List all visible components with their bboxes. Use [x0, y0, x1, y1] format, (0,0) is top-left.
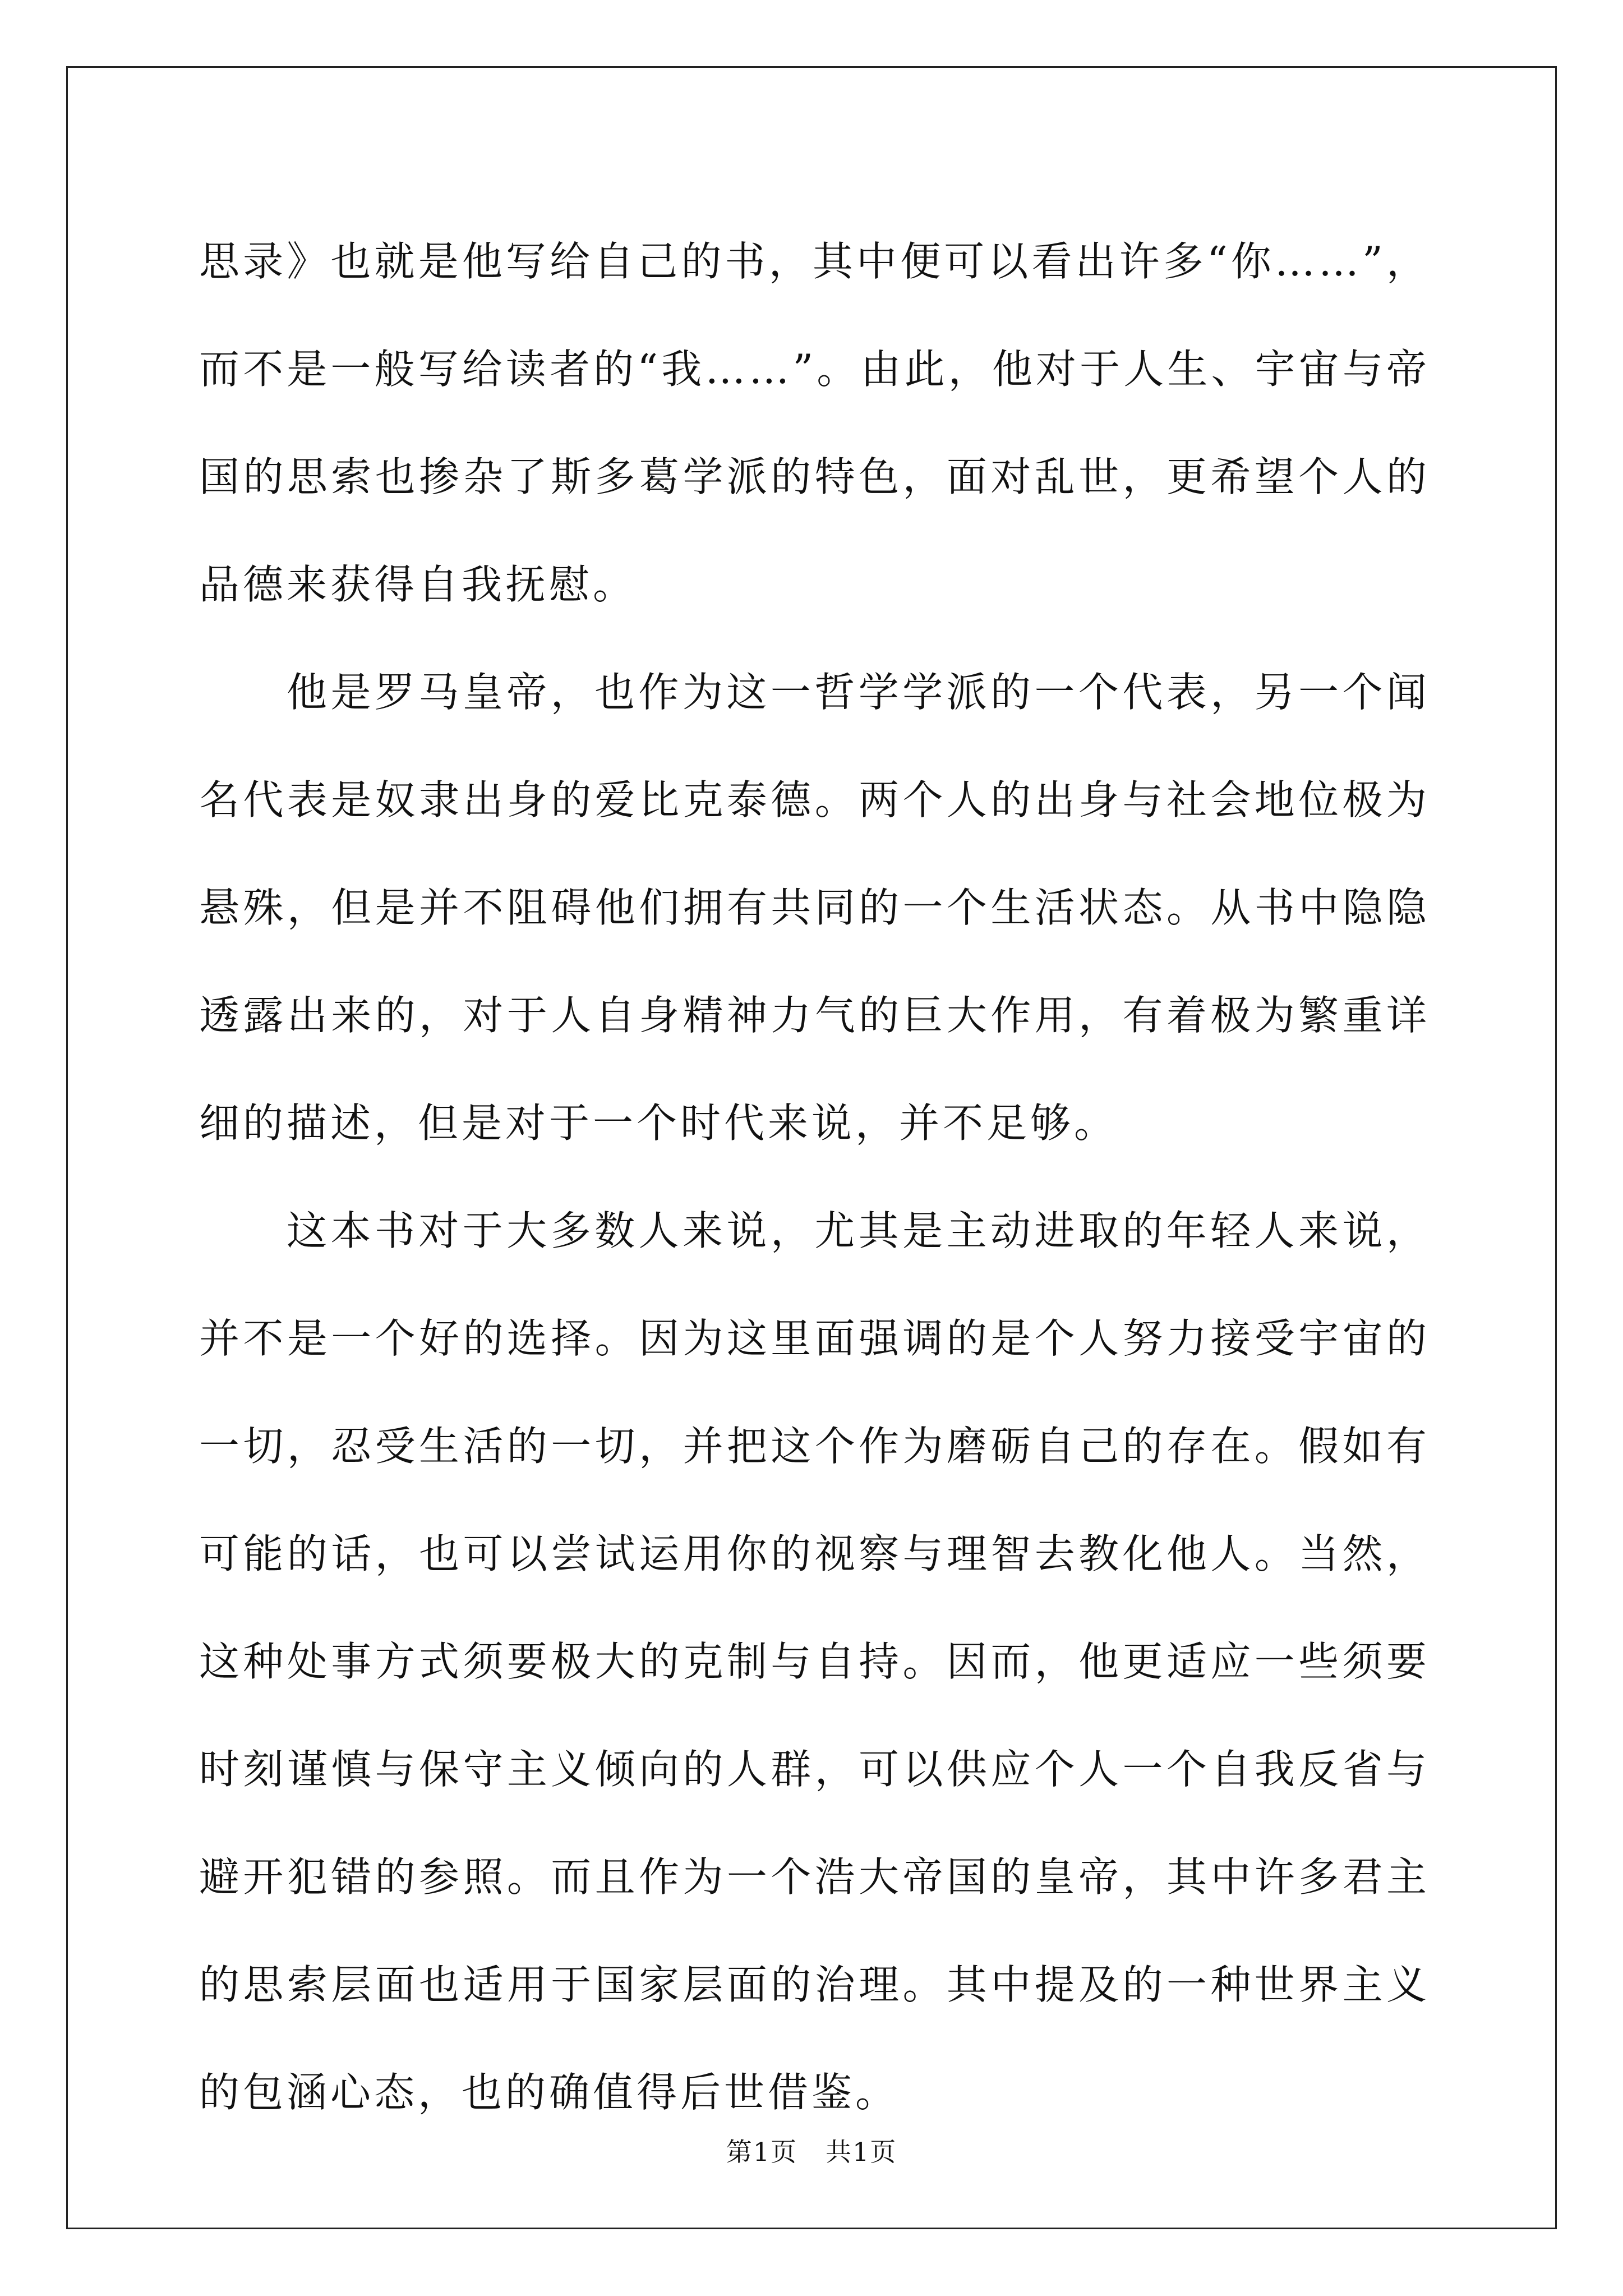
paragraph-continuation: 思录》也就是他写给自己的书，其中便可以看出许多“你……”，而不是一般写给读者的“我……”。由此，他对于人生、宇宙与帝国的思索也掺杂了斯多葛学派的特色，面对乱世，更希望个人的品德来获得自我抚慰。: [199, 238, 1430, 608]
page-total: 共1页: [826, 2137, 897, 2167]
page-footer: [0, 2132, 1623, 2169]
page-number: 第1页: [726, 2137, 797, 2167]
document-body: [199, 208, 1430, 2146]
paragraph-readers: 这本书对于大多数人来说，尤其是主动进取的年轻人来说，并不是一个好的选择。因为这里面强调的是个人努力接受宇宙的一切，忍受生活的一切，并把这个作为磨砺自己的存在。假如有可能的话，也可以尝试运用你的视察与理智去教化他人。当然，这种处事方式须要极大的克制与自持。因而，他更适应一些须要时刻谨慎与保守主义倾向的人群，可以供应个人一个自我反省与避开犯错的参照。而且作为一个浩大帝国的皇帝，其中许多君主的思索层面也适用于国家层面的治理。其中提及的一种世界主义的包涵心态，也的确值得后世借鉴。: [199, 1207, 1430, 2116]
paragraph-emperor: 他是罗马皇帝，也作为这一哲学学派的一个代表，另一个闻名代表是奴隶出身的爱比克泰德。两个人的出身与社会地位极为悬殊，但是并不阻碍他们拥有共同的一个生活状态。从书中隐隐透露出来的，对于人自身精神力气的巨大作用，有着极为繁重详细的描述，但是对于一个时代来说，并不足够。: [199, 669, 1430, 1147]
